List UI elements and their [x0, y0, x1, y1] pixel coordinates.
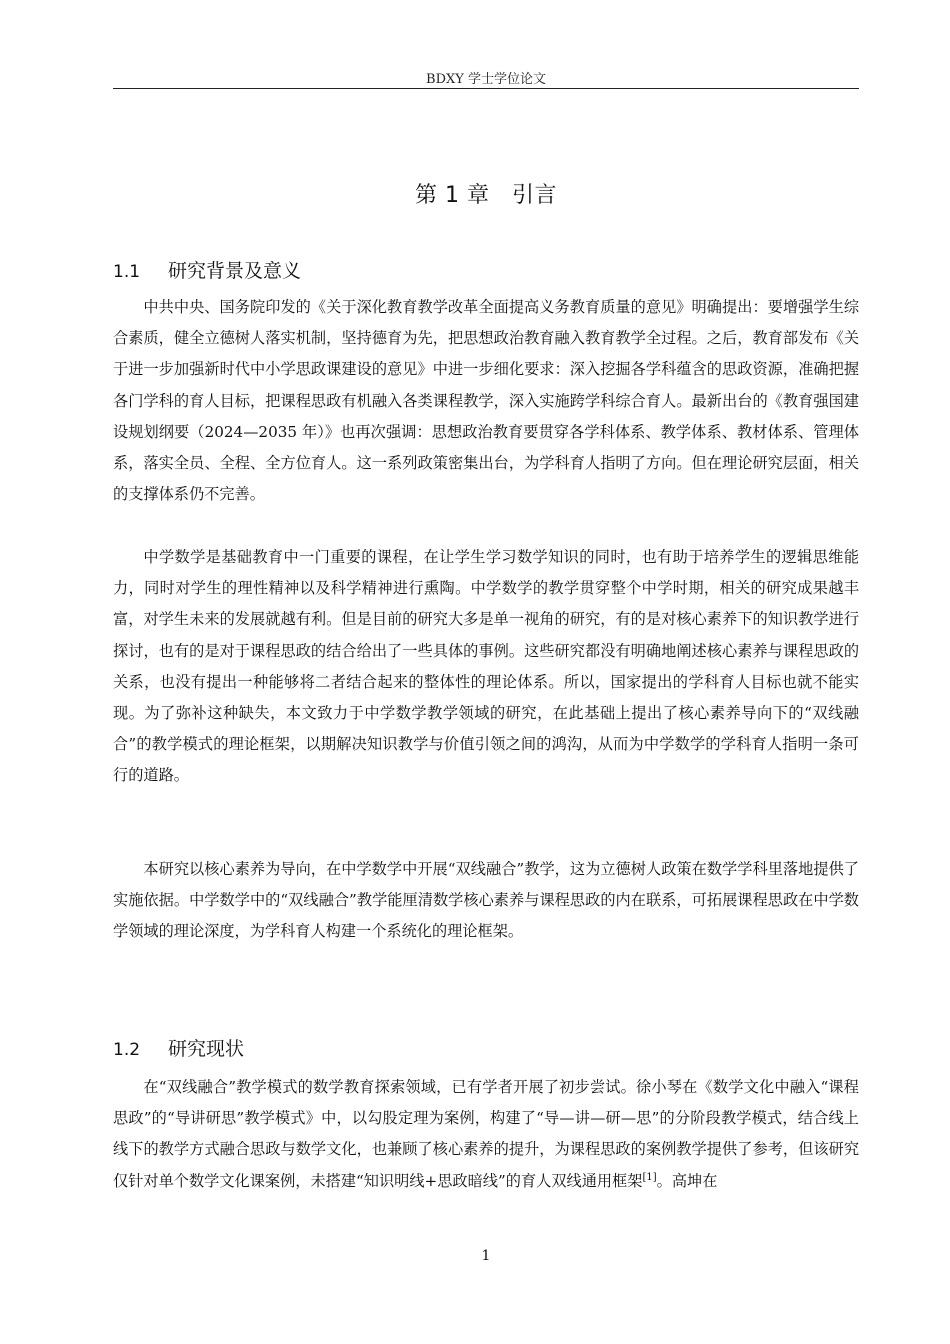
- body-paragraph: 中共中央、国务院印发的《关于深化教育教学改革全面提高义务教育质量的意见》明确提出：要增强学生综合素质，健全立德树人落实机制，坚持德育为先，把思想政治教育融入教育教学全过程。之后，教育部发布《关于进一步加强新时代中小学思政课建设的意见》中进一步细化要求：深入挖掘各学科蕴含的思政资源，准确把握各门学科的育人目标，把课程思政有机融入各类课程教学，深入实施跨学科综合育人。最新出台的《教育强国建设规划纲要（2024—2035 年）》也再次强调：思想政治教育要贯穿各学科体系、教学体系、教材体系、管理体系，落实全员、全程、全方位育人。这一系列政策密集出台，为学科育人指明了方向。但在理论研究层面，相关的支撑体系仍不完善。: [113, 298, 859, 504]
- paragraph-text: 。高坤在: [656, 1171, 718, 1190]
- section-title: 研究背景及意义: [168, 260, 302, 282]
- body-paragraph: 中学数学是基础教育中一门重要的课程，在让学生学习数学知识的同时，也有助于培养学生的逻辑思维能力，同时对学生的理性精神以及科学精神进行熏陶。中学数学的教学贯穿整个中学时期，相关的研究成果越丰富，对学生未来的发展就越有利。但是目前的研究大多是单一视角的研究，有的是对核心素养下的知识教学进行探讨，也有的是对于课程思政的结合给出了一些具体的事例。这些研究都没有明确地阐述核心素养与课程思政的关系，也没有提出一种能够将二者结合起来的整体性的理论体系。所以，国家提出的学科育人目标也就不能实现。为了弥补这种缺失，本文致力于中学数学教学领域的研究，在此基础上提出了核心素养导向下的“双线融合”的教学模式的理论框架，以期解决知识教学与价值引领之间的鸿沟，从而为中学数学的学科育人指明一条可行的道路。: [113, 548, 859, 785]
- section-title: 研究现状: [168, 1038, 245, 1060]
- citation-reference[interactable]: [1]: [642, 1171, 657, 1183]
- page-number: 1: [481, 1248, 491, 1264]
- body-paragraph: [113, 1072, 859, 1197]
- chapter-title: 第 1 章 引言: [415, 183, 557, 208]
- paragraph-text: 在“双线融合”教学模式的数学教育探索领域，已有学者开展了初步尝试。徐小琴在《数学文化中融入“课程思政”的“导讲研思”教学模式》中，以勾股定理为案例，构建了“导—讲—研—思”的分阶段教学模式，结合线上线下的教学方式融合思政与数学文化，也兼顾了核心素养的提升，为课程思政的案例教学提供了参考，但该研究仅针对单个数学文化课案例，未搭建“知识明线+思政暗线”的育人双线通用框架: [113, 1078, 859, 1190]
- header-rule: [113, 88, 859, 89]
- body-paragraph: 本研究以核心素养为导向，在中学数学中开展“双线融合”教学，这为立德树人政策在数学学科里落地提供了实施依据。中学数学中的“双线融合”教学能厘清数学核心素养与课程思政的内在联系，可拓展课程思政在中学数学领域的理论深度，为学科育人构建一个系统化的理论框架。: [113, 860, 859, 941]
- section-number: 1.1: [113, 262, 141, 282]
- section-number: 1.2: [113, 1040, 141, 1060]
- section-heading-1-1: [113, 256, 301, 283]
- section-heading-1-2: [113, 1034, 244, 1061]
- running-header: BDXY 学士学位论文: [426, 72, 546, 87]
